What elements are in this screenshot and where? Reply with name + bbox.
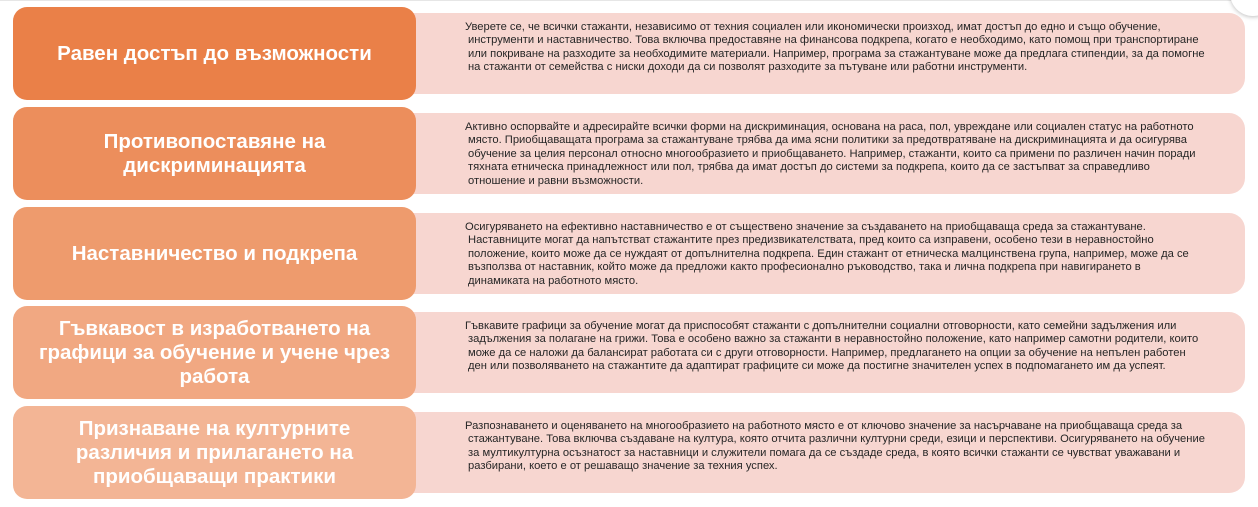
- principle-title-box: [13, 207, 416, 300]
- principle-description-box: [403, 312, 1245, 393]
- principle-title-box: [13, 406, 416, 499]
- principle-description-box: [403, 213, 1245, 294]
- principle-title: Признаване на културните различия и прилагането на приобщаващи практики: [75, 416, 354, 488]
- principle-row-anti-discrimination: [13, 107, 1245, 200]
- principle-description: Гъвкавите графици за обучение могат да приспособят стажанти с допълнителни социални отговорности, като семейни задължения или задължения за полагане на грижи. Това е особено важно за стажанти в неравностойно положение, като например самотни родители, които може да се наложи да балансират работата си с други отговорности. Например, предлагането на опции за обучение на непълен работен ден или позволяването на стажантите да адаптират графиците си може да постигне значителен успех в подпомагането им да успеят.: [465, 320, 1199, 373]
- principle-description: Уверете се, че всички стажанти, независимо от техния социален или икономически произход, имат достъп до едно и също обучение, инструменти и наставничество. Това включва предоставяне на финансова подкрепа, когато е необходимо, като помощ при транспортиране или покриване на разходите за необходимите материали. Например, програма за стажантуване може да предлага стипендии, за да помогне на стажанти от семейства с ниски доходи да си позволят разходите за пътуване или работни инструменти.: [465, 21, 1205, 74]
- principle-row-flexible-schedules: [13, 306, 1245, 399]
- principle-row-equal-access: [13, 7, 1245, 100]
- principle-row-cultural-differences: [13, 406, 1245, 499]
- principle-title: Наставничество и подкрепа: [71, 241, 358, 265]
- principle-description: Осигуряването на ефективно наставничество е от съществено значение за създаването на приобщаваща среда за стажантуване. Наставниците могат да напътстват стажантите през предизвикателствата, пред които са изправени, особено тези в неравностойно положение, които може да се нуждаят от допълнителна подкрепа. Един стажант от етническа малцинствена група, например, може да се възползва от наставник, който може да предложи както професионално ръководство, така и лична подкрепа при навигирането в динамиката на работното място.: [465, 221, 1189, 287]
- principle-title: Гъвкавост в изработването на графици за обучение и учене чрез работа: [38, 316, 391, 388]
- principle-title: Равен достъп до възможности: [57, 41, 372, 65]
- principle-description-box: [403, 113, 1245, 194]
- principle-description: Активно оспорвайте и адресирайте всички форми на дискриминация, основана на раса, пол, увреждане или социален статус на работното място. Приобщаващата програма за стажантуване трябва да има ясни политики за предотвратяване на дискриминацията и да осигурява обучение за целия персонал относно многообразието и приобщаването. Например, стажанти, които са примени по различен начин поради тяхната етническа принадлежност или пол, трябва да имат достъп до системи за подкрепа, които да се застъпват за справедливо отношение и равни възможности.: [465, 121, 1196, 187]
- principle-description-box: [403, 13, 1245, 94]
- principle-title-box: [13, 306, 416, 399]
- principle-title-box: [13, 107, 416, 200]
- principle-description-box: [403, 412, 1245, 493]
- principle-description: Разпознаването и оценяването на многообразието на работното място е от ключово значение за насърчаване на приобщаваща среда за стажантуване. Това включва създаване на култура, която отчита различни културни среди, езици и перспективи. Осигуряването на обучение за мултикултурна осъзнатост за наставници и служители помага да се създаде среда, в която всички стажанти се чувстват уважавани и разбирани, което е от решаващо значение за техния успех.: [465, 420, 1205, 473]
- principle-row-mentoring: [13, 207, 1245, 300]
- principle-title: Противопоставяне на дискриминацията: [103, 129, 326, 177]
- top-divider: [0, 0, 1258, 1]
- principle-title-box: [13, 7, 416, 100]
